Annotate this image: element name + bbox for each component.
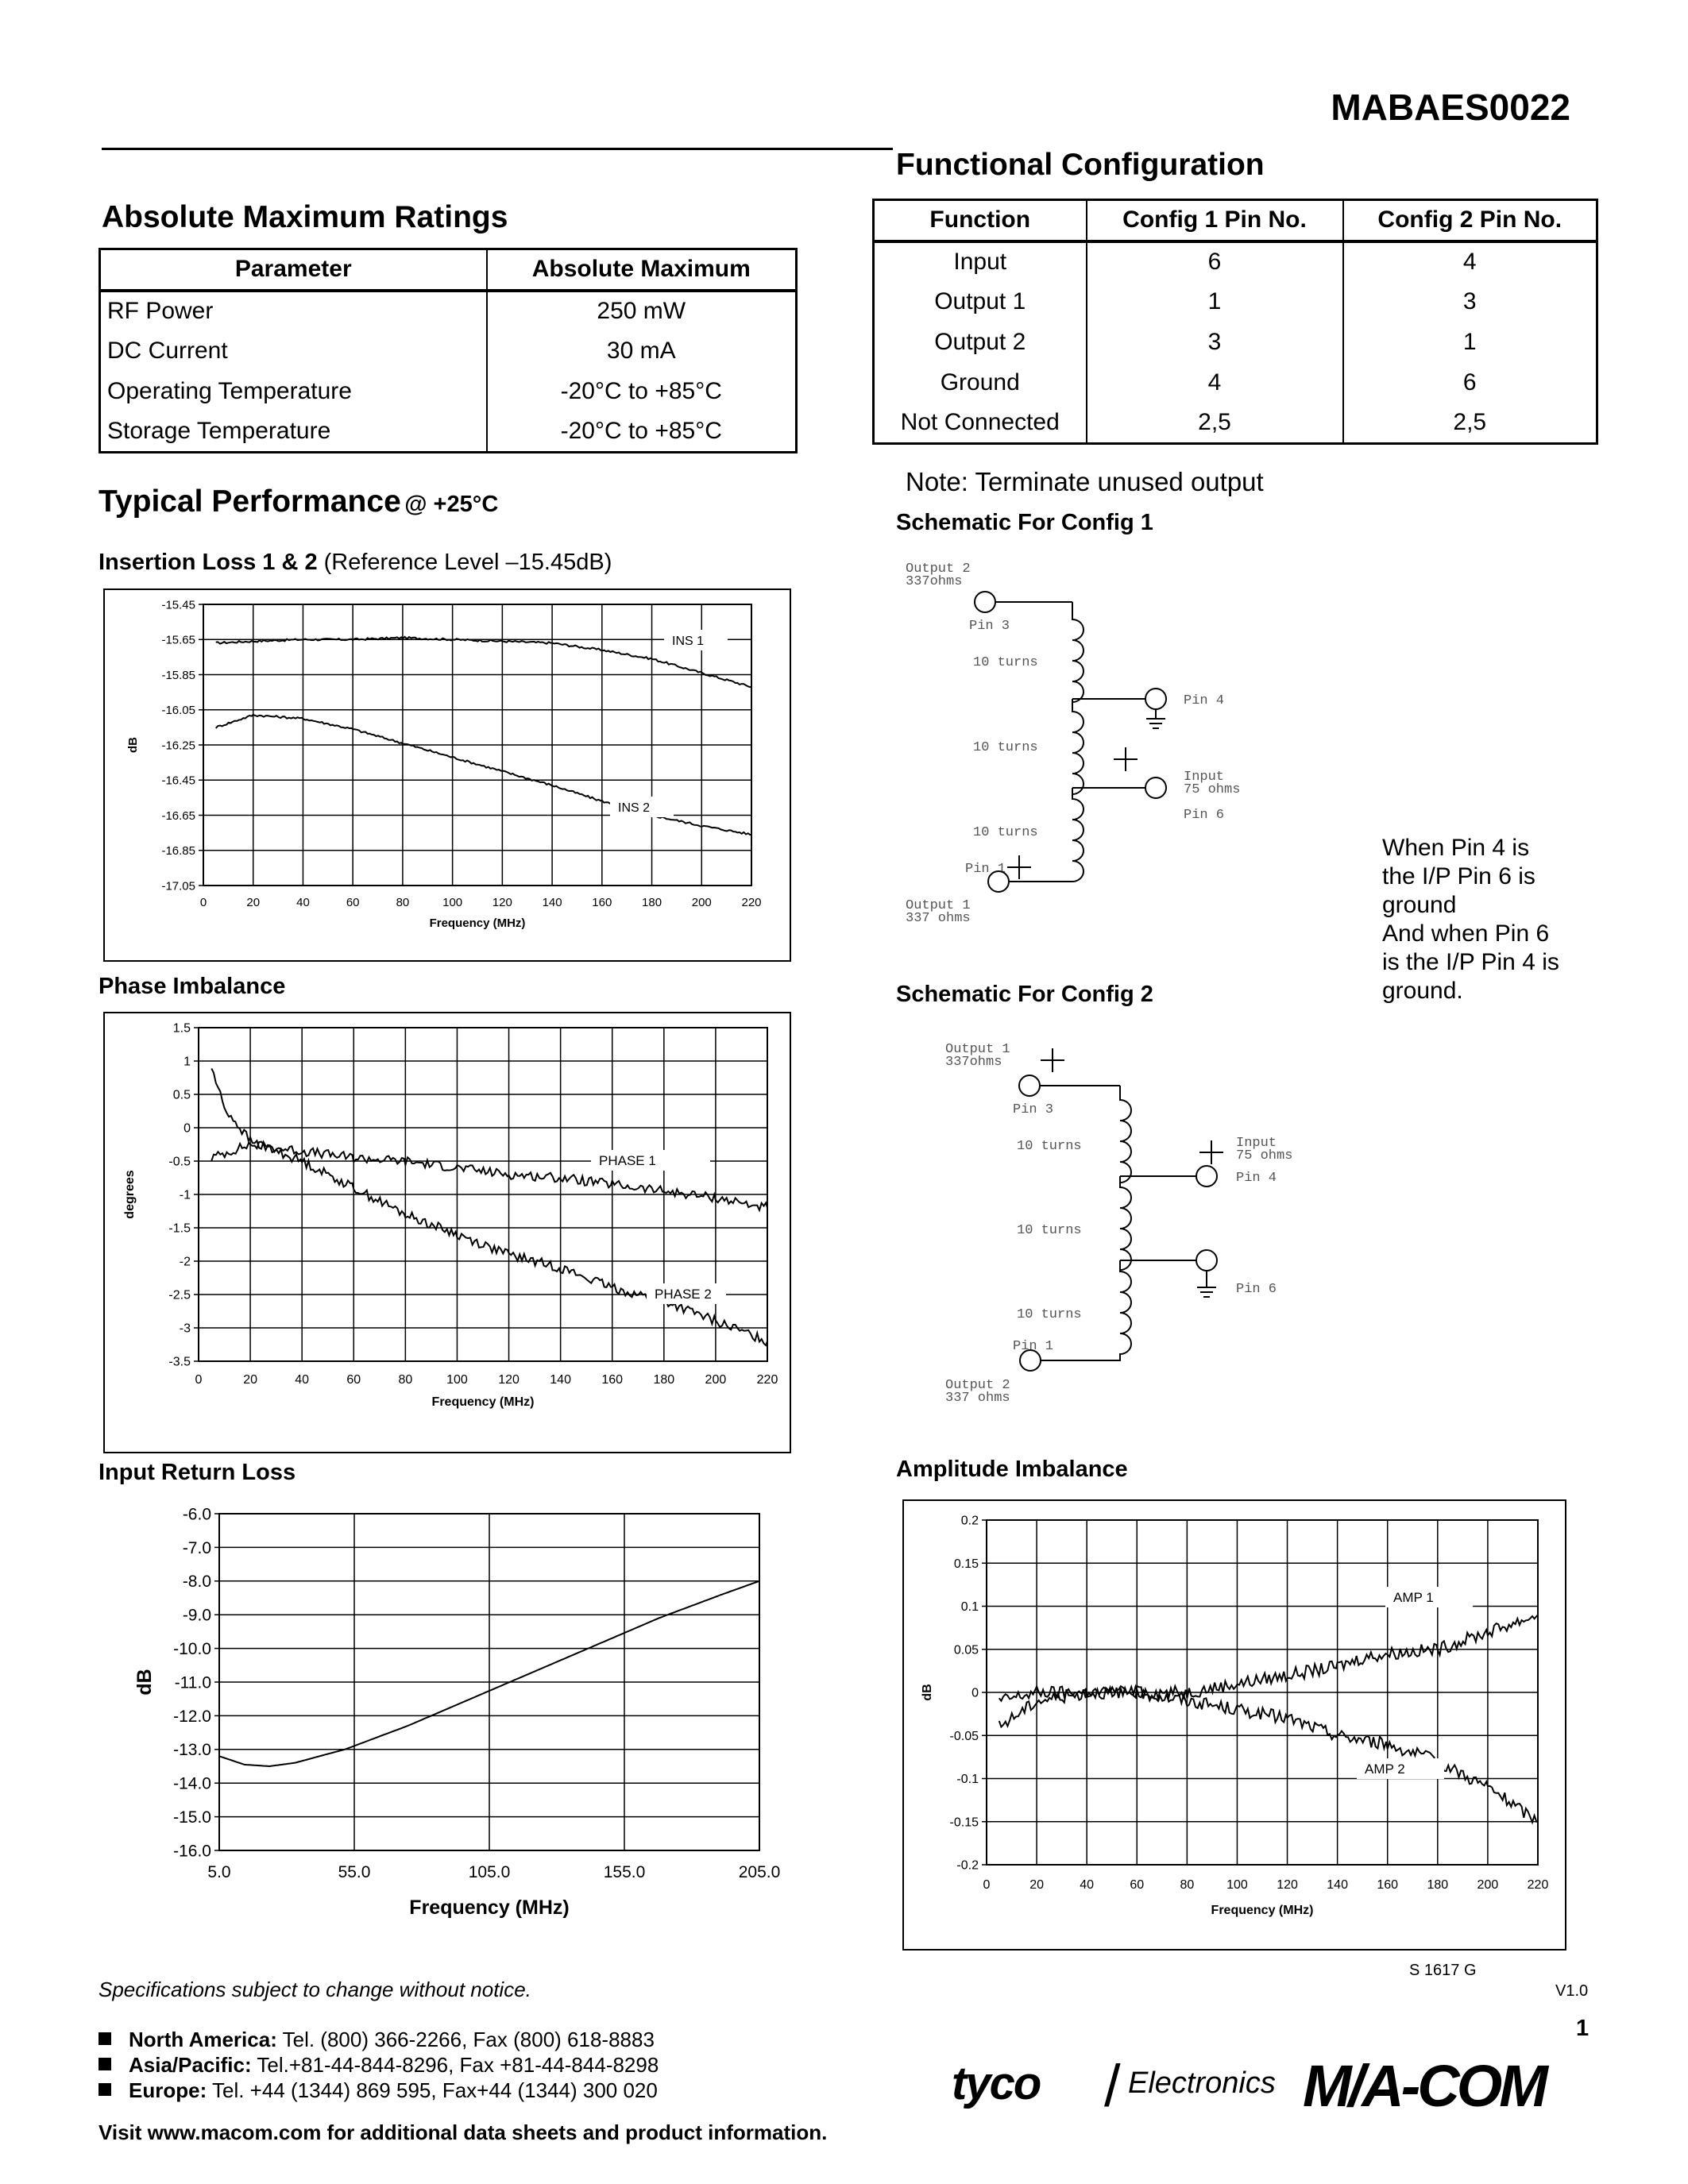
x-tick-label: 140: [1327, 1878, 1348, 1892]
logo-slash-icon: /: [1104, 2053, 1121, 2119]
table-cell: Ground: [874, 363, 1087, 403]
s1-pin4: Pin 4: [1184, 693, 1225, 708]
y-tick-label: -7.0: [182, 1538, 211, 1557]
table-cell: 6: [1087, 241, 1343, 282]
contact-info: Tel. +44 (1344) 869 595, Fax+44 (1344) 300 020: [212, 2078, 658, 2102]
s1-input: Input: [1184, 770, 1225, 785]
bullet-icon: [98, 2058, 111, 2070]
schematic1-title: Schematic For Config 1: [896, 510, 1153, 535]
visit-line: Visit www.macom.com for additional data sheets and product information.: [98, 2120, 828, 2144]
x-tick-label: 200: [691, 896, 712, 909]
table-row: [874, 363, 1597, 403]
input-return-loss-chart: [103, 1501, 794, 1946]
s1-terminal-pin3: [975, 592, 995, 612]
s2-pin4: Pin 4: [1236, 1171, 1277, 1186]
y-tick-label: -15.0: [173, 1808, 211, 1827]
input-return-loss-area: [103, 1501, 794, 1946]
pin-note-line: ground.: [1382, 978, 1463, 1004]
table-row: [100, 291, 797, 331]
pin-note-line: And when Pin 6: [1382, 920, 1550, 947]
s2-turns2: 10 turns: [1017, 1223, 1082, 1238]
bullet-icon: [98, 2083, 111, 2096]
s2-turns1: 10 turns: [1017, 1139, 1082, 1154]
y-tick-label: -3.5: [168, 1355, 191, 1369]
y-tick-label: -15.45: [161, 598, 195, 612]
series-line-1: [999, 1686, 1538, 1823]
series-label: PHASE 2: [655, 1287, 712, 1302]
macom-logo: [1303, 2052, 1598, 2116]
header-rule: [102, 148, 893, 150]
x-tick-label: 40: [1080, 1878, 1095, 1892]
x-tick-label: 180: [1427, 1878, 1449, 1892]
x-tick-label: 160: [601, 1373, 624, 1387]
s2-output2: Output 2: [945, 1378, 1010, 1393]
functional-config-rows: [874, 241, 1597, 444]
x-tick-label: 80: [398, 1373, 413, 1387]
y-tick-label: 0.2: [960, 1514, 979, 1528]
s2-pin1: Pin 1: [1013, 1339, 1054, 1354]
series-label: INS 2: [618, 801, 651, 815]
y-tick-label: -6.0: [182, 1505, 211, 1524]
x-tick-label: 20: [246, 896, 261, 909]
pin-note-line: the I/P Pin 6 is: [1382, 863, 1535, 889]
table-row: [874, 241, 1597, 282]
table-row: [874, 282, 1597, 322]
y-tick-label: -11.0: [174, 1673, 211, 1692]
terminate-note: Note: Terminate unused output: [906, 467, 1264, 496]
x-tick-label: 20: [1029, 1878, 1044, 1892]
contact-list: [98, 2027, 659, 2103]
x-tick-label: 55.0: [338, 1863, 371, 1881]
s1-turns1: 10 turns: [973, 655, 1038, 670]
y-axis-label: degrees: [123, 1170, 137, 1219]
s1-coil-1: [1072, 602, 1083, 702]
y-tick-label: -16.85: [161, 844, 195, 858]
phase-imbalance-chart: [105, 1013, 790, 1452]
s1-pin3: Pin 3: [969, 619, 1010, 634]
y-tick-label: -1.5: [168, 1221, 191, 1236]
amplitude-imbalance-chart: [904, 1501, 1565, 1949]
x-tick-label: 120: [498, 1373, 520, 1387]
s2-pin6: Pin 6: [1236, 1282, 1277, 1297]
y-axis-label: dB: [921, 1684, 934, 1701]
x-tick-label: 220: [756, 1373, 778, 1387]
table-row: [874, 403, 1597, 444]
x-tick-label: 105.0: [468, 1863, 511, 1881]
insertion-loss-frame: [103, 588, 791, 962]
s2-output1: Output 1: [945, 1042, 1010, 1057]
version: V1.0: [1555, 1982, 1589, 2000]
amplitude-imbalance-frame: [902, 1499, 1566, 1951]
x-axis-label: Frequency (MHz): [429, 916, 526, 930]
electronics-wordmark: Electronics: [1128, 2066, 1276, 2100]
bullet-icon: [98, 2032, 111, 2045]
phase-imbalance-title: Phase Imbalance: [98, 974, 286, 999]
contact-info: Tel. (800) 366-2266, Fax (800) 618-8883: [282, 2028, 655, 2051]
y-tick-label: -9.0: [182, 1606, 211, 1625]
abs-max-table: [98, 248, 798, 453]
contact-region: North America:: [129, 2028, 277, 2051]
x-tick-label: 120: [1277, 1878, 1298, 1892]
y-tick-label: -0.2: [956, 1858, 979, 1873]
s1-turns3: 10 turns: [973, 825, 1038, 840]
fc-col-function: Function: [874, 200, 1087, 241]
y-tick-label: 0.05: [953, 1643, 979, 1657]
table-cell: 4: [1087, 363, 1343, 403]
drawing-code: S 1617 G: [1409, 1962, 1477, 1979]
tyco-wordmark: tyco: [952, 2058, 1041, 2109]
insertion-loss-chart: [105, 590, 790, 960]
y-tick-label: -14.0: [173, 1774, 211, 1793]
table-cell: RF Power: [100, 291, 487, 331]
s1-output2: Output 2: [906, 561, 971, 577]
table-cell: Input: [874, 241, 1087, 282]
table-cell: 250 mW: [597, 298, 686, 324]
x-tick-label: 20: [243, 1373, 257, 1387]
contact-item: [98, 2027, 659, 2052]
y-tick-label: -8.0: [182, 1572, 211, 1592]
contact-region: Asia/Pacific:: [129, 2053, 252, 2077]
s2-input: Input: [1236, 1136, 1277, 1151]
x-axis-label: Frequency (MHz): [409, 1897, 570, 1919]
y-tick-label: 0.1: [960, 1600, 979, 1615]
x-tick-label: 140: [550, 1373, 571, 1387]
x-tick-label: 100: [446, 1373, 468, 1387]
x-tick-label: 205.0: [738, 1863, 781, 1881]
x-tick-label: 160: [592, 896, 612, 909]
part-number: MABAES0022: [1331, 87, 1570, 128]
tyco-electronics-logo: [952, 2053, 1285, 2120]
y-tick-label: -12.0: [173, 1707, 211, 1726]
contact-region: Europe:: [129, 2078, 207, 2102]
fc-col-config1: Config 1 Pin No.: [1087, 200, 1343, 241]
series-label: INS 1: [672, 635, 705, 648]
x-tick-label: 120: [492, 896, 512, 909]
s2-terminal-pin6: [1196, 1250, 1217, 1271]
y-tick-label: 0.5: [172, 1088, 191, 1102]
table-cell: Storage Temperature: [100, 412, 487, 453]
table-row: [100, 331, 797, 372]
s2-input-ohms: 75 ohms: [1236, 1148, 1293, 1163]
table-cell: -20°C to +85°C: [560, 378, 722, 404]
y-tick-label: -10.0: [173, 1639, 211, 1658]
y-tick-label: -16.05: [161, 704, 195, 717]
abs-max-title: Absolute Maximum Ratings: [102, 200, 508, 234]
y-tick-label: -0.15: [949, 1815, 979, 1830]
table-cell: 4: [1462, 249, 1477, 275]
table-cell: -20°C to +85°C: [560, 418, 722, 445]
x-tick-label: 100: [1226, 1878, 1248, 1892]
pin-note-line: ground: [1382, 892, 1457, 918]
series-label: AMP 1: [1393, 1590, 1434, 1605]
s2-output2-ohms: 337 ohms: [945, 1391, 1010, 1406]
typical-performance-condition: @ +25°C: [404, 492, 499, 517]
y-tick-label: 1.5: [172, 1021, 191, 1036]
x-tick-label: 0: [195, 1373, 203, 1387]
y-tick-label: -2.5: [168, 1288, 191, 1302]
x-tick-label: 220: [741, 896, 762, 909]
table-cell: 6: [1462, 369, 1477, 396]
typical-performance-heading: [98, 484, 498, 519]
s2-coil-1: [1120, 1086, 1131, 1184]
table-cell: 2,5: [1453, 409, 1487, 436]
x-tick-label: 80: [1180, 1878, 1195, 1892]
x-tick-label: 180: [642, 896, 662, 909]
y-tick-label: -13.0: [173, 1741, 211, 1760]
y-tick-label: -2: [179, 1255, 191, 1269]
table-cell: Not Connected: [874, 403, 1087, 444]
input-return-loss-title: Input Return Loss: [98, 1460, 296, 1485]
x-tick-label: 40: [296, 896, 310, 909]
s2-terminal-pin3: [1019, 1075, 1040, 1096]
insertion-loss-heading: [98, 550, 612, 576]
table-cell: 3: [1462, 288, 1477, 314]
x-tick-label: 80: [396, 896, 410, 909]
x-tick-label: 0: [983, 1878, 991, 1892]
table-cell: 1: [1462, 329, 1477, 355]
table-row: [100, 412, 797, 453]
y-tick-label: -1: [179, 1188, 191, 1202]
x-axis-label: Frequency (MHz): [1211, 1904, 1314, 1917]
x-tick-label: 100: [442, 896, 463, 909]
x-tick-label: 60: [1130, 1878, 1145, 1892]
s1-output1-ohms: 337 ohms: [906, 911, 971, 926]
s2-turns3: 10 turns: [1017, 1307, 1082, 1322]
s1-pin6: Pin 6: [1184, 808, 1225, 823]
phase-imbalance-frame: [103, 1012, 791, 1453]
macom-wordmark: M/A-COM: [1303, 2053, 1545, 2116]
s1-terminal-pin4: [1145, 689, 1166, 709]
s2-output1-ohms: 337ohms: [945, 1055, 1002, 1070]
x-axis-label: Frequency (MHz): [431, 1395, 535, 1409]
series-line-0: [999, 1615, 1538, 1700]
schematic2-diagram: [937, 1036, 1382, 1418]
contact-item: [98, 2078, 659, 2103]
y-axis-label: dB: [126, 737, 140, 753]
y-tick-label: 1: [183, 1055, 191, 1069]
y-tick-label: -0.1: [956, 1773, 979, 1787]
x-tick-label: 200: [705, 1373, 727, 1387]
amr-col-absmax: Absolute Maximum: [487, 249, 797, 291]
x-tick-label: 200: [1477, 1878, 1499, 1892]
typical-performance-title: Typical Performance: [98, 484, 401, 519]
s1-terminal-input: [1145, 778, 1166, 798]
table-cell: Output 1: [874, 282, 1087, 322]
x-tick-label: 140: [542, 896, 562, 909]
abs-max-rows: [100, 291, 797, 453]
y-tick-label: 0.15: [953, 1557, 979, 1571]
x-tick-label: 60: [346, 896, 360, 909]
table-cell: Output 2: [874, 322, 1087, 363]
y-tick-label: 0: [183, 1121, 191, 1136]
s1-coil-2: [1072, 699, 1083, 794]
table-cell: 3: [1087, 322, 1343, 363]
contact-item: [98, 2052, 659, 2078]
disclaimer: Specifications subject to change without notice.: [98, 1978, 531, 2001]
functional-config-table: [872, 199, 1598, 445]
y-tick-label: -15.65: [161, 633, 195, 647]
s2-coil-2: [1120, 1176, 1131, 1270]
s1-output1: Output 1: [906, 898, 971, 913]
series-label: PHASE 1: [599, 1153, 656, 1168]
y-tick-label: -16.0: [173, 1842, 211, 1861]
functional-config-title: Functional Configuration: [896, 148, 1265, 182]
schematic1-diagram: [898, 556, 1374, 945]
y-tick-label: -17.05: [161, 879, 195, 893]
amr-col-parameter: Parameter: [100, 249, 487, 291]
y-tick-label: 0: [971, 1686, 979, 1700]
y-tick-label: -16.45: [161, 774, 195, 788]
y-tick-label: -16.65: [161, 808, 195, 823]
pin-note: [1382, 834, 1589, 1005]
x-tick-label: 220: [1527, 1878, 1549, 1892]
insertion-loss-title: Insertion Loss 1 & 2: [98, 550, 318, 575]
x-tick-label: 155.0: [603, 1863, 646, 1881]
s1-turns2: 10 turns: [973, 740, 1038, 755]
x-tick-label: 60: [346, 1373, 361, 1387]
table-cell: 2,5: [1087, 403, 1343, 444]
x-tick-label: 40: [295, 1373, 310, 1387]
table-row: [100, 372, 797, 412]
s2-terminal-pin4: [1196, 1166, 1217, 1187]
pin-note-line: is the I/P Pin 4 is: [1382, 949, 1559, 975]
table-cell: DC Current: [100, 331, 487, 372]
y-tick-label: -3: [179, 1322, 191, 1336]
series-label: AMP 2: [1365, 1761, 1405, 1777]
amplitude-imbalance-title: Amplitude Imbalance: [896, 1457, 1128, 1482]
y-tick-label: -0.05: [949, 1729, 979, 1743]
x-tick-label: 5.0: [207, 1863, 231, 1881]
x-tick-label: 0: [199, 896, 207, 909]
table-row: [874, 322, 1597, 363]
page-number: 1: [1576, 2016, 1590, 2041]
x-tick-label: 180: [653, 1373, 675, 1387]
table-cell: Operating Temperature: [100, 372, 487, 412]
s1-output2-ohms: 337ohms: [906, 574, 963, 589]
pin-note-line: When Pin 4 is: [1382, 835, 1530, 861]
fc-col-config2: Config 2 Pin No.: [1343, 200, 1597, 241]
x-tick-label: 160: [1377, 1878, 1399, 1892]
schematic2-title: Schematic For Config 2: [896, 982, 1153, 1007]
y-axis-label: dB: [133, 1669, 156, 1696]
s1-input-ohms: 75 ohms: [1184, 782, 1241, 797]
s2-pin3: Pin 3: [1013, 1102, 1054, 1117]
insertion-loss-subtitle: (Reference Level –15.45dB): [323, 550, 612, 575]
table-cell: 30 mA: [606, 338, 676, 364]
y-tick-label: -15.85: [161, 668, 195, 682]
s1-pin1: Pin 1: [965, 862, 1006, 877]
contact-info: Tel.+81-44-844-8296, Fax +81-44-844-8298: [257, 2053, 659, 2077]
y-tick-label: -0.5: [168, 1155, 191, 1169]
table-cell: 1: [1087, 282, 1343, 322]
y-tick-label: -16.25: [161, 739, 195, 753]
